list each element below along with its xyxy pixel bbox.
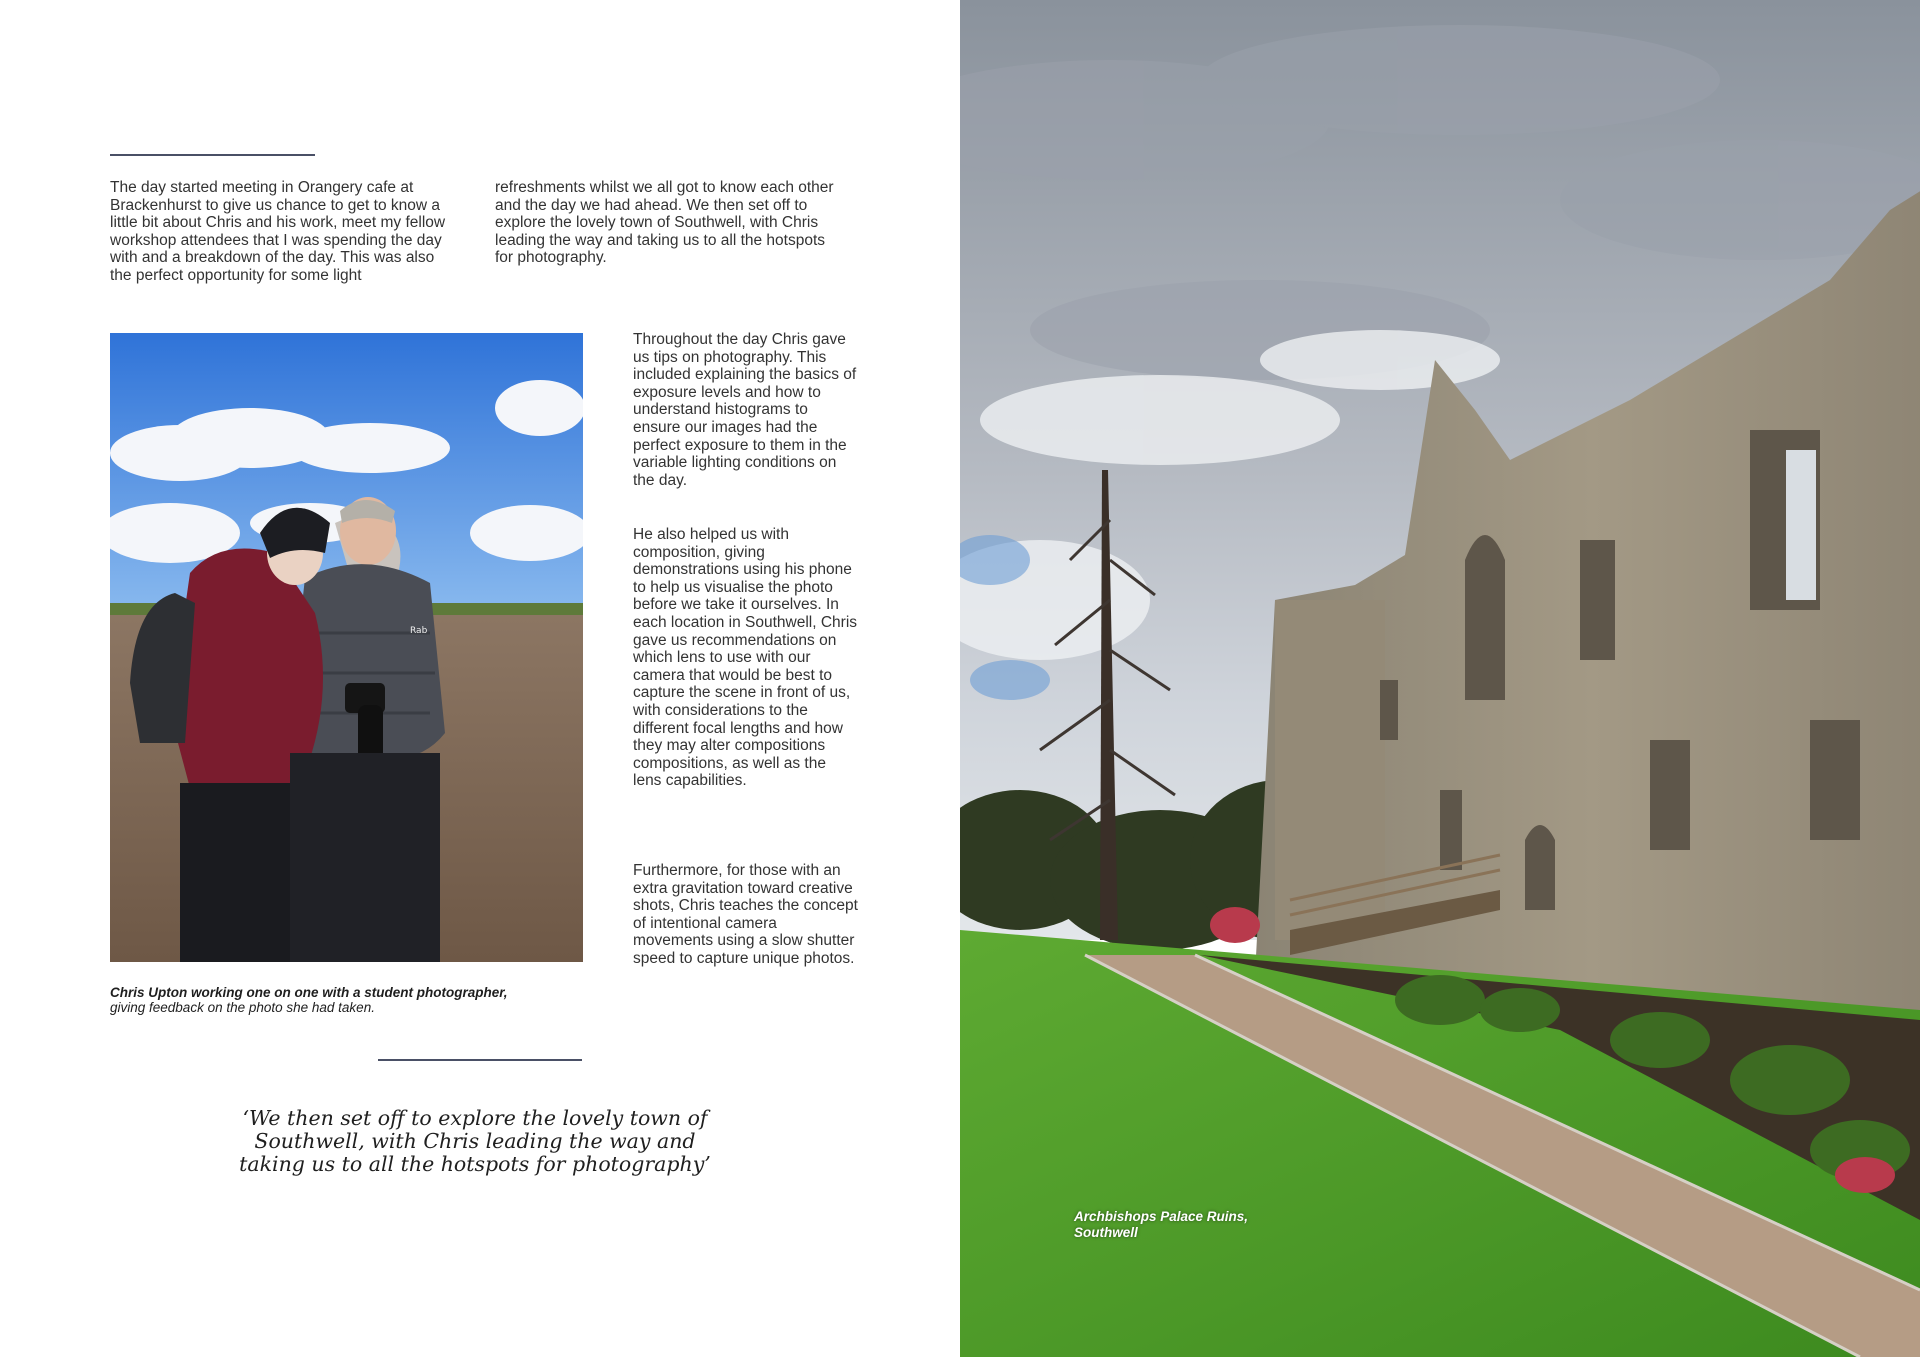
paragraph-creative: Furthermore, for those with an extra gravitation toward creative shots, Chris teaches the concept of intentional camera movements using a slow shutter speed to capture unique photos. [633,862,858,967]
photo-caption-italic: giving feedback on the photo she had taken. [110,1000,375,1015]
top-divider-rule [110,154,315,156]
photo-caption-bold: Chris Upton working one on one with a student photographer, [110,985,508,1000]
quote-divider-rule [378,1059,582,1061]
pull-quote: ‘We then set off to explore the lovely town of Southwell, with Chris leading the way and taking us to all the hotspots for photography’ [239,1106,711,1176]
ruins-photo [960,0,1920,1357]
paragraph-composition: He also helped us with composition, giving demonstrations using his phone to help us visualise the photo before we take it ourselves. In each location in Southwell, Chris gave us recommendations on which lens to use with our camera that would be best to capture the scene in front of us, with considerations to the different focal lengths and how they may alter compositions compositions, as well as the lens capabilities. [633,526,858,790]
intro-column-2: refreshments whilst we all got to know each other and the day we had ahead. We then set off to explore the lovely town of Southwell, with Chris leading the way and taking us to all the hotspots for photography. [495,179,834,267]
intro-column-1: The day started meeting in Orangery cafe at Brackenhurst to give us chance to get to know a little bit about Chris and his work, meet my fellow workshop attendees that I was spending the day with and a breakdown of the day. This was also the perfect opportunity for some light [110,179,446,284]
paragraph-tips: Throughout the day Chris gave us tips on photography. This included explaining the basics of exposure levels and how to understand histograms to ensure our images had the perfect exposure to them in the variable lighting conditions on the day. [633,331,857,489]
ruins-photo-caption [1074,1209,1248,1241]
ruins-caption-line-1: Archbishops Palace Ruins, [1074,1209,1249,1224]
workshop-photo [110,333,583,962]
photo-caption [110,985,590,1015]
jacket-logo: Rab [410,626,428,636]
ruins-caption-line-2: Southwell [1074,1225,1138,1240]
